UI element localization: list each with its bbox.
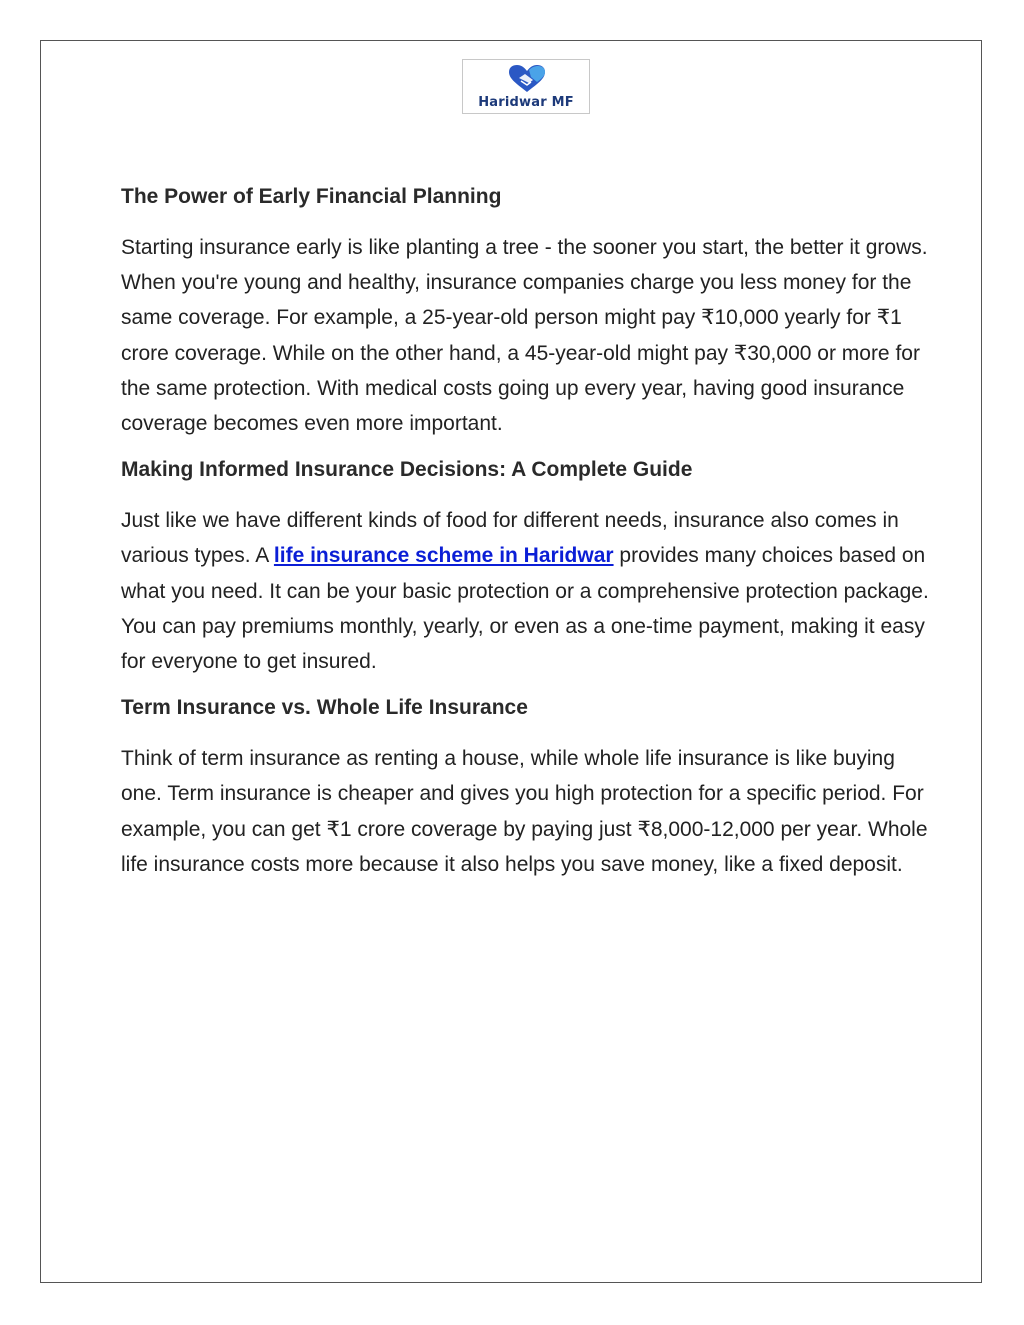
life-insurance-haridwar-link[interactable]: life insurance scheme in Haridwar <box>273 544 614 568</box>
paragraph-text-before-link: Just like we have different kinds of food for different needs, insurance also comes in various types. A <box>121 509 899 568</box>
paragraph-text-after-link: provides many choices based on what you need. It can be your basic protection or a comprehensive protection package. You can pay premiums monthly, yearly, or even as a one-time payment, making it easy for everyone to get insured. <box>121 544 929 674</box>
section-paragraph-informed-decisions <box>121 503 941 679</box>
section-heading-informed-decisions: Making Informed Insurance Decisions: A Complete Guide <box>121 458 693 482</box>
heart-handshake-icon <box>507 64 547 94</box>
section-heading-early-planning: The Power of Early Financial Planning <box>121 185 502 208</box>
section-paragraph-term-vs-whole: Think of term insurance as renting a house, while whole life insurance is like buying one. Term insurance is cheaper and gives you high protection for a specific period. For example, you can get ₹1 crore coverage by paying just ₹8,000-12,000 per year. Whole life insurance costs more because it also helps you save money, like a fixed deposit. <box>121 747 928 876</box>
article-content <box>121 180 941 894</box>
section-heading-term-vs-whole: Term Insurance vs. Whole Life Insurance <box>121 696 528 720</box>
logo-text: Haridwar MF <box>478 95 574 110</box>
company-logo <box>462 59 590 114</box>
section-paragraph-early-planning: Starting insurance early is like planting a tree - the sooner you start, the better it grows. When you're young and healthy, insurance companies charge you less money for the same coverage. For example, a 25-year-old person might pay ₹10,000 yearly for ₹1 crore coverage. While on the other hand, a 45-year-old might pay ₹30,000 or more for the same protection. With medical costs going up every year, having good insurance coverage becomes even more important. <box>121 236 928 436</box>
